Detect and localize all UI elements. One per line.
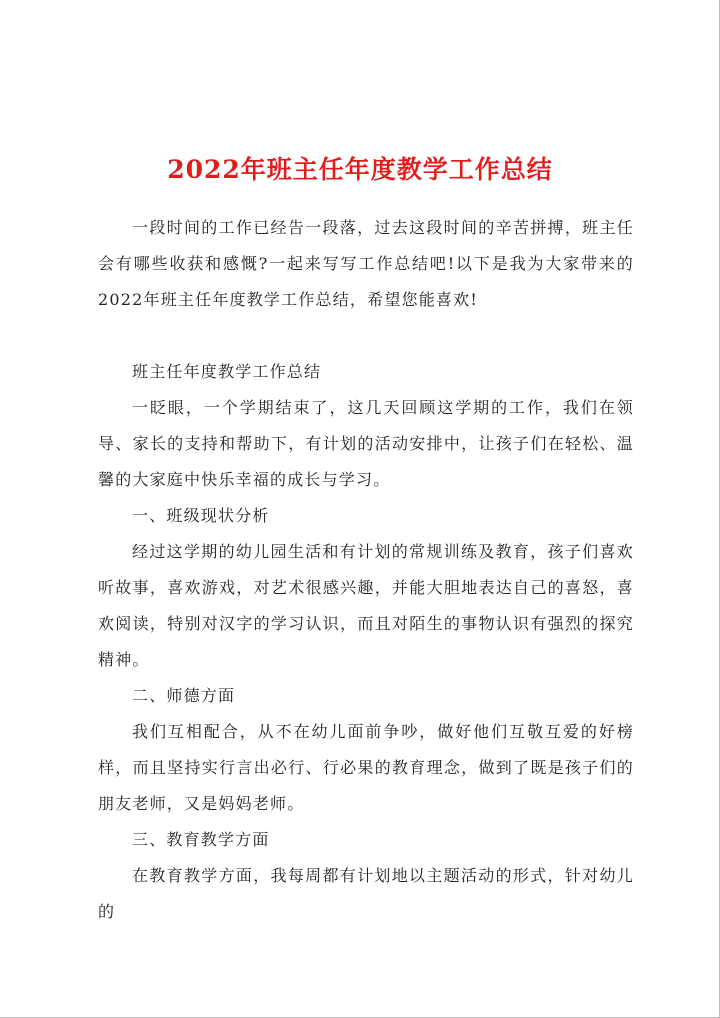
section-text-class-status: 经过这学期的幼儿园生活和有计划的常规训练及教育，孩子们喜欢听故事，喜欢游戏，对艺术很感兴趣，并能大胆地表达自己的喜怒，喜欢阅读，特别对汉字的学习认识，而且对陌生的事物认识有强烈的探究精神。 <box>98 542 634 669</box>
section-text-teaching: 在教育教学方面，我每周都有计划地以主题活动的形式，针对幼儿的 <box>98 866 634 921</box>
document-title: 2022年班主任年度教学工作总结 <box>167 155 553 184</box>
section-heading-class-status: 一、班级现状分析 <box>132 506 270 525</box>
paragraph-gap <box>98 318 634 354</box>
section-heading-teacher-ethics: 二、师德方面 <box>132 686 236 705</box>
document-body <box>98 210 634 930</box>
opening-paragraph: 一眨眼，一个学期结束了，这几天回顾这学期的工作，我们在领导、家长的支持和帮助下，有计划的活动安排中，让孩子们在轻松、温馨的大家庭中快乐幸福的成长与学习。 <box>98 398 634 489</box>
section-text-teacher-ethics: 我们互相配合，从不在幼儿面前争吵，做好他们互敬互爱的好榜样，而且坚持实行言出必行、行必果的教育理念，做到了既是孩子们的朋友老师，又是妈妈老师。 <box>98 722 634 813</box>
section-heading-teaching: 三、教育教学方面 <box>132 830 270 849</box>
intro-paragraph: 一段时间的工作已经告一段落，过去这段时间的辛苦拼搏，班主任会有哪些收获和感慨?一起来写写工作总结吧!以下是我为大家带来的2022年班主任年度教学工作总结，希望您能喜欢! <box>98 218 634 309</box>
summary-subtitle: 班主任年度教学工作总结 <box>132 362 322 381</box>
